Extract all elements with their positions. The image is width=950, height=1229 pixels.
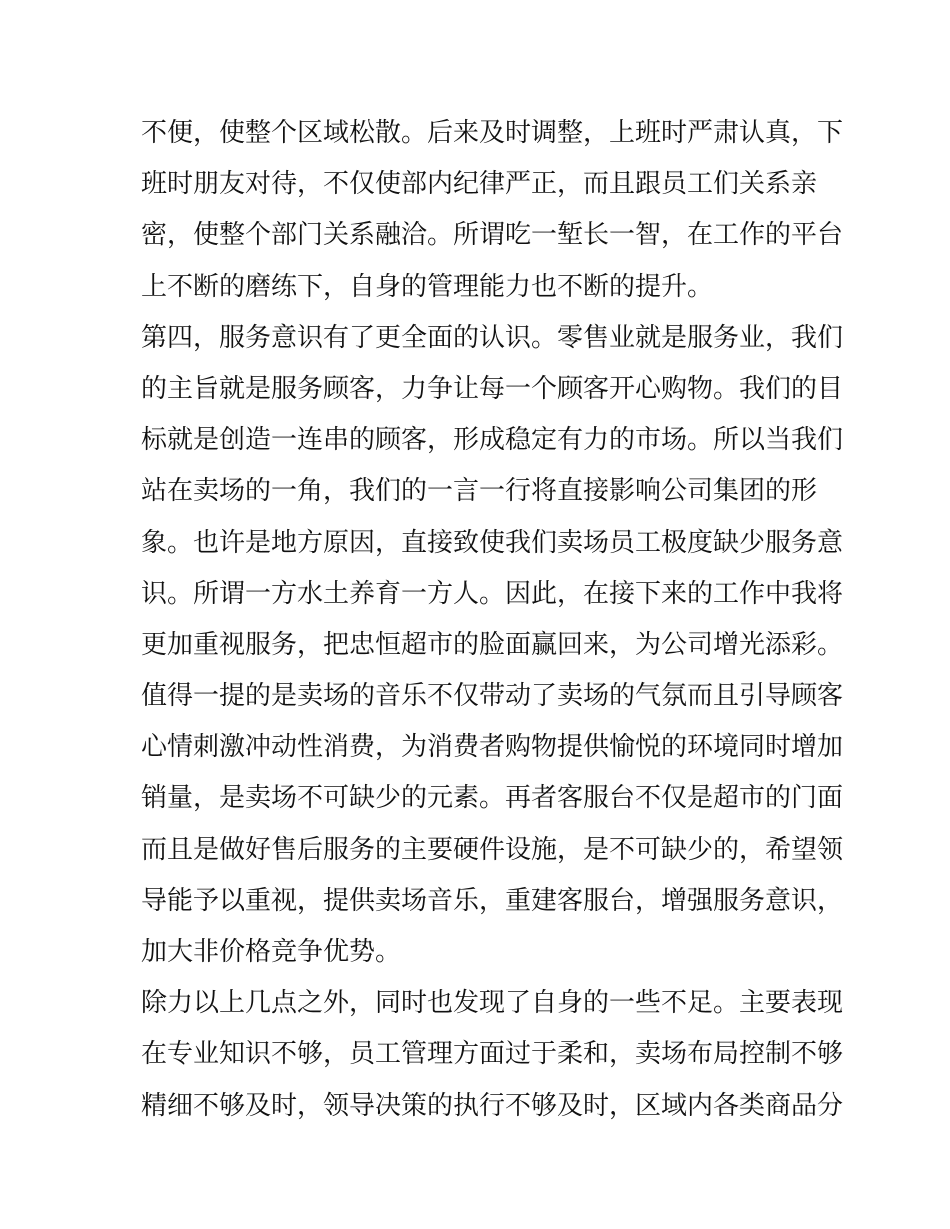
text-line: 第四，服务意识有了更全面的认识。零售业就是服务业，我们 [141,322,844,353]
text-line: 标就是创造一连串的顾客，形成稳定有力的市场。所以当我们 [141,425,844,456]
text-line: 上不断的磨练下，自身的管理能力也不断的提升。 [141,271,714,302]
text-line: 精细不够及时，领导决策的执行不够及时，区域内各类商品分 [141,1090,844,1121]
text-line: 更加重视服务，把忠恒超市的脸面赢回来，为公司增光添彩。 [141,629,844,660]
text-line: 不便，使整个区域松散。后来及时调整，上班时严肃认真，下 [141,118,844,148]
text-line: 值得一提的是卖场的音乐不仅带动了卖场的气氛而且引导顾客 [141,681,844,712]
text-line: 在专业知识不够，员工管理方面过于柔和，卖场布局控制不够 [141,1039,844,1070]
text-line: 站在卖场的一角，我们的一言一行将直接影响公司集团的形 [141,476,818,507]
text-line: 除力以上几点之外，同时也发现了自身的一些不足。主要表现 [141,988,844,1019]
text-line: 识。所谓一方水土养育一方人。因此，在接下来的工作中我将 [141,578,844,609]
text-line: 密，使整个部门关系融洽。所谓吃一堑长一智，在工作的平台 [141,220,844,251]
text-line: 销量，是卖场不可缺少的元素。再者客服台不仅是超市的门面 [141,783,844,814]
text-line: 导能予以重视，提供卖场音乐，重建客服台，增强服务意识， [141,885,844,916]
text-line: 而且是做好售后服务的主要硬件设施，是不可缺少的，希望领 [141,834,844,865]
text-line: 的主旨就是服务顾客，力争让每一个顾客开心购物。我们的目 [141,373,844,404]
text-line: 班时朋友对待，不仅使部内纪律严正，而且跟员工们关系亲 [141,169,818,200]
text-line: 心情刺激冲动性消费，为消费者购物提供愉悦的环境同时增加 [141,732,844,763]
text-line: 加大非价格竞争优势。 [141,937,402,967]
text-line: 象。也许是地方原因，直接致使我们卖场员工极度缺少服务意 [141,527,844,558]
body-text [141,108,844,1132]
